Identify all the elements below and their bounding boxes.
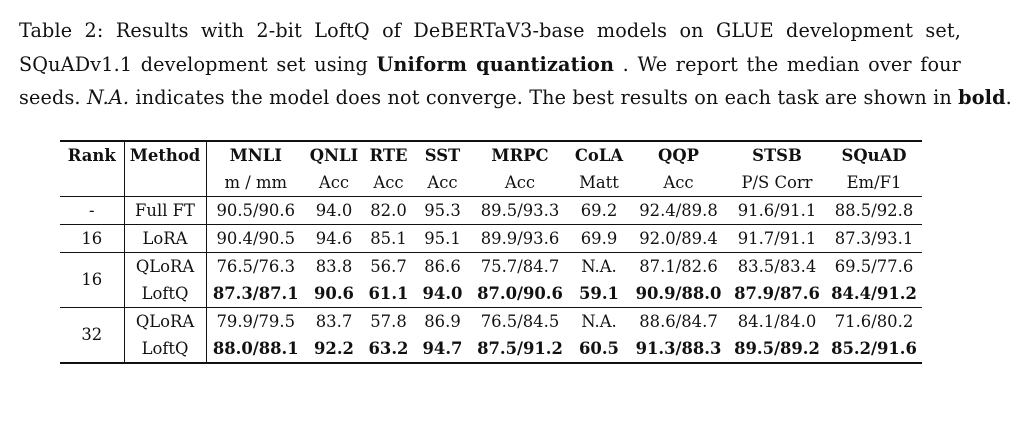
value-cell: 95.3 [414,197,471,225]
value-cell: 94.6 [305,225,363,253]
best-value: 91.3/88.3 [635,338,722,358]
header-cell: MNLI [206,141,305,169]
best-value: 87.0/90.6 [477,283,563,303]
value-cell [414,280,471,308]
value-cell: 76.5/76.3 [206,253,305,281]
value-cell: 89.9/93.6 [471,225,569,253]
metric-cell: Em/F1 [846,172,902,192]
best-value: 88.0/88.1 [212,338,299,358]
caption-text: . [1005,86,1012,109]
caption-bold-text: Uniform quantization [376,52,615,76]
method-cell: Full FT [124,197,206,225]
best-value: 63.2 [368,338,409,358]
header-cell: QNLI [305,141,363,169]
best-value: 87.5/91.2 [477,338,563,358]
value-cell [629,280,728,308]
value-cell: 87.1/82.6 [629,253,728,281]
header-cell: STSB [728,141,826,169]
table-row [60,225,922,253]
metric-cell: Acc [504,172,536,192]
best-value: 60.5 [579,338,619,358]
caption-text: . We report the median over four [614,52,961,76]
value-cell [728,280,826,308]
header-row [60,141,922,169]
header-cell: MRPC [471,141,569,169]
table-row [60,197,922,225]
value-cell: 90.4/90.5 [206,225,305,253]
empty-cell [60,169,124,197]
value-cell: 87.3/93.1 [826,225,922,253]
rank-cell: 32 [60,308,124,364]
results-table [60,140,922,364]
best-value: 94.7 [422,338,463,358]
value-cell [206,280,305,308]
header-cell: QQP [629,141,728,169]
value-cell: 79.9/79.5 [206,308,305,336]
metric-cell: Acc [373,172,404,192]
value-cell: 57.8 [363,308,414,336]
caption-line-3 [19,81,1012,115]
rank-cell: 16 [60,253,124,308]
best-value: 92.2 [314,338,354,358]
caption-text: seeds. [19,86,87,109]
value-cell: 82.0 [363,197,414,225]
value-cell [471,335,569,363]
method-cell: LoRA [124,225,206,253]
best-value: 84.4/91.2 [831,283,917,303]
empty-cell [124,169,206,197]
method-cell: QLoRA [124,308,206,336]
value-cell: 86.9 [414,308,471,336]
header-cell: SST [414,141,471,169]
best-value: 87.9/87.6 [734,283,820,303]
value-cell [569,335,629,363]
value-cell: 76.5/84.5 [471,308,569,336]
header-cell: SQuAD [826,141,922,169]
value-cell: 92.0/89.4 [629,225,728,253]
value-cell: 71.6/80.2 [826,308,922,336]
value-cell [826,335,922,363]
value-cell: 83.5/83.4 [728,253,826,281]
header-cell: CoLA [569,141,629,169]
table-header [60,141,922,197]
header-cell: Method [124,141,206,169]
value-cell: 83.8 [305,253,363,281]
best-value: 85.2/91.6 [831,338,917,358]
metric-cell: Matt [579,172,619,192]
best-value: 89.5/89.2 [734,338,820,358]
value-cell: 88.6/84.7 [629,308,728,336]
value-cell: 95.1 [414,225,471,253]
header-cell: RTE [363,141,414,169]
rank-cell: - [60,197,124,225]
caption-text: SQuADv1.1 development set using [19,52,377,76]
value-cell: 91.6/91.1 [728,197,826,225]
value-cell [569,280,629,308]
metric-row [60,169,922,197]
metric-cell: m / mm [224,172,288,192]
rank-cell: 16 [60,225,124,253]
value-cell [471,280,569,308]
value-cell [206,335,305,363]
best-value: 90.9/88.0 [635,283,722,303]
value-cell: N.A. [569,253,629,281]
value-cell: N.A. [569,308,629,336]
value-cell: 91.7/91.1 [728,225,826,253]
best-value: 94.0 [422,283,463,303]
value-cell [363,335,414,363]
value-cell: 85.1 [363,225,414,253]
method-cell: LoftQ [124,335,206,363]
table-row [60,253,922,281]
caption-text: indicates the model does not converge. The best results on each task are shown in [129,86,959,109]
value-cell: 86.6 [414,253,471,281]
value-cell: 75.7/84.7 [471,253,569,281]
value-cell [728,335,826,363]
value-cell [826,280,922,308]
value-cell: 69.9 [569,225,629,253]
metric-cell: P/S Corr [741,172,813,192]
table-body [60,197,922,364]
best-value: 59.1 [579,283,619,303]
value-cell: 90.5/90.6 [206,197,305,225]
value-cell: 69.5/77.6 [826,253,922,281]
value-cell: 83.7 [305,308,363,336]
best-value: 90.6 [314,283,354,303]
header-cell: Rank [60,141,124,169]
value-cell [414,335,471,363]
caption-italic-text: N.A. [86,86,130,109]
table-row [60,335,922,363]
value-cell: 84.1/84.0 [728,308,826,336]
metric-cell: Acc [427,172,458,192]
caption-bold-text: bold [958,86,1006,109]
best-value: 61.1 [368,283,409,303]
metric-cell: Acc [663,172,694,192]
value-cell: 94.0 [305,197,363,225]
value-cell [305,335,363,363]
caption-line-2 [19,48,961,82]
metric-cell: Acc [318,172,350,192]
table-row [60,308,922,336]
best-value: 87.3/87.1 [212,283,299,303]
value-cell [629,335,728,363]
value-cell: 92.4/89.8 [629,197,728,225]
value-cell: 56.7 [363,253,414,281]
value-cell: 88.5/92.8 [826,197,922,225]
method-cell: QLoRA [124,253,206,281]
method-cell: LoftQ [124,280,206,308]
value-cell [363,280,414,308]
value-cell [305,280,363,308]
value-cell: 89.5/93.3 [471,197,569,225]
table-caption [19,14,1012,115]
table-row [60,280,922,308]
value-cell: 69.2 [569,197,629,225]
caption-line-1: Table 2: Results with 2-bit LoftQ of DeBERTaV3-base models on GLUE development set, [19,19,961,42]
